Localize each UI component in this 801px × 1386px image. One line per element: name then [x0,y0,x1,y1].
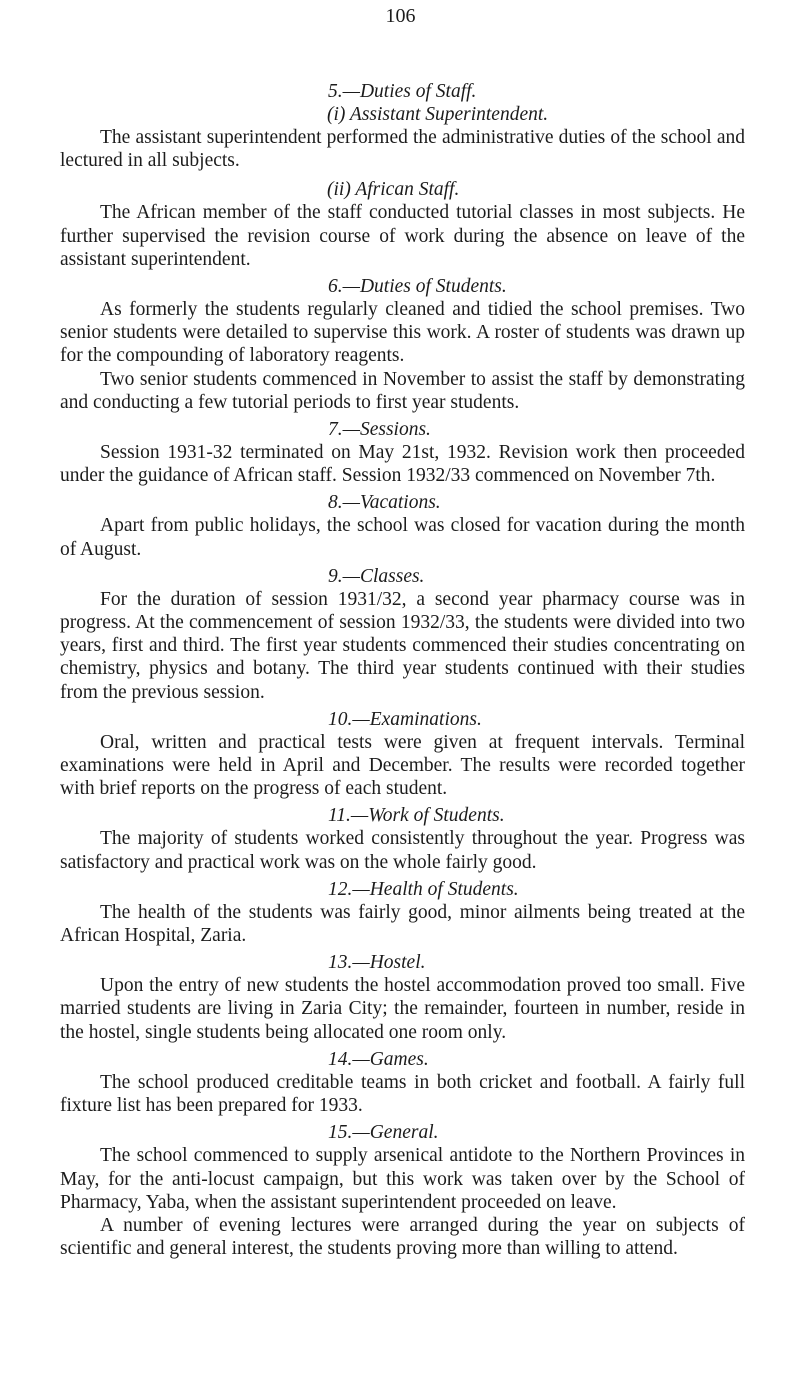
paragraph: The school commenced to supply arsenical antidote to the Northern Provinces in May, for the anti-locust campaign, but this work was taken over by the School of Pharmacy, Yaba, when the assistant superintendent proceeded on leave. [60,1145,745,1213]
section-examinations [60,708,745,801]
paragraph: As formerly the students regularly cleaned and tidied the school premises. Two senior students were detailed to supervise this work. A roster of students was drawn up for the compounding of laboratory reagents. [60,299,745,367]
section-work-of-students [60,804,745,873]
subsection-heading: (ii) African Staff. [327,179,460,201]
section-heading: 8.—Vacations. [328,492,441,514]
section-games [60,1048,745,1117]
paragraph: The health of the students was fairly good, minor ailments being treated at the African Hospital, Zaria. [60,901,745,947]
paragraph: Session 1931-32 terminated on May 21st, 1932. Revision work then proceeded under the guidance of African staff. Session 1932/33 commenced on November 7th. [60,442,745,487]
paragraph: Upon the entry of new students the hostel accommodation proved too small. Five married students are living in Zaria City; the remainder, fourteen in number, reside in the hostel, single students being allocated one room only. [60,975,745,1043]
section-heading: 15.—General. [328,1122,439,1144]
paragraph: For the duration of session 1931/32, a second year pharmacy course was in progress. At the commencement of session 1932/33, the students were divided into two years, first and third. The first year students commenced their studies concentrating on chemistry, physics and botany. The third year students continued with their studies from the previous session. [60,588,745,703]
section-heading: 11.—Work of Students. [328,805,505,827]
section-heading: 5.—Duties of Staff. [328,81,477,102]
section-vacations [60,491,745,560]
page-number: 106 [385,5,416,27]
paragraph: A number of evening lectures were arranged during the year on subjects of scientific and general interest, the students proving more than willing to attend. [60,1214,745,1260]
section-heading: 6.—Duties of Students. [328,276,507,298]
paragraph: Oral, written and practical tests were given at frequent intervals. Terminal examinations were held in April and December. The results were recorded together with brief reports on the progress of each student. [60,731,745,800]
section-heading: 12.—Health of Students. [328,878,519,900]
section-heading: 7.—Sessions. [328,419,431,441]
section-duties-of-students [60,275,745,414]
section-health-of-students [60,878,745,947]
paragraph: The African member of the staff conducted tutorial classes in most subjects. He further supervised the revision course of work during the absence on leave of the assistant superintendent. [60,202,745,270]
section-heading: 13.—Hostel. [328,952,426,974]
paragraph: Two senior students commenced in November to assist the staff by demonstrating and conducting a few tutorial periods to first year students. [60,368,745,413]
document-body [60,80,745,1260]
section-heading: 14.—Games. [328,1048,429,1070]
paragraph: The majority of students worked consistently throughout the year. Progress was satisfactory and practical work was on the whole fairly good. [60,828,745,873]
section-sessions [60,418,745,487]
section-hostel [60,951,745,1044]
section-heading: 10.—Examinations. [328,708,482,730]
section-heading: 9.—Classes. [328,565,425,587]
section-general [60,1121,745,1260]
subsection-heading: (i) Assistant Superintendent. [327,104,549,125]
section-duties-of-staff [60,80,745,271]
section-classes [60,565,745,704]
paragraph: The assistant superintendent performed the administrative duties of the school and lectured in all subjects. [60,127,745,172]
paragraph: The school produced creditable teams in both cricket and football. A fairly full fixture list has been prepared for 1933. [60,1071,745,1117]
paragraph: Apart from public holidays, the school was closed for vacation during the month of August. [60,515,745,560]
